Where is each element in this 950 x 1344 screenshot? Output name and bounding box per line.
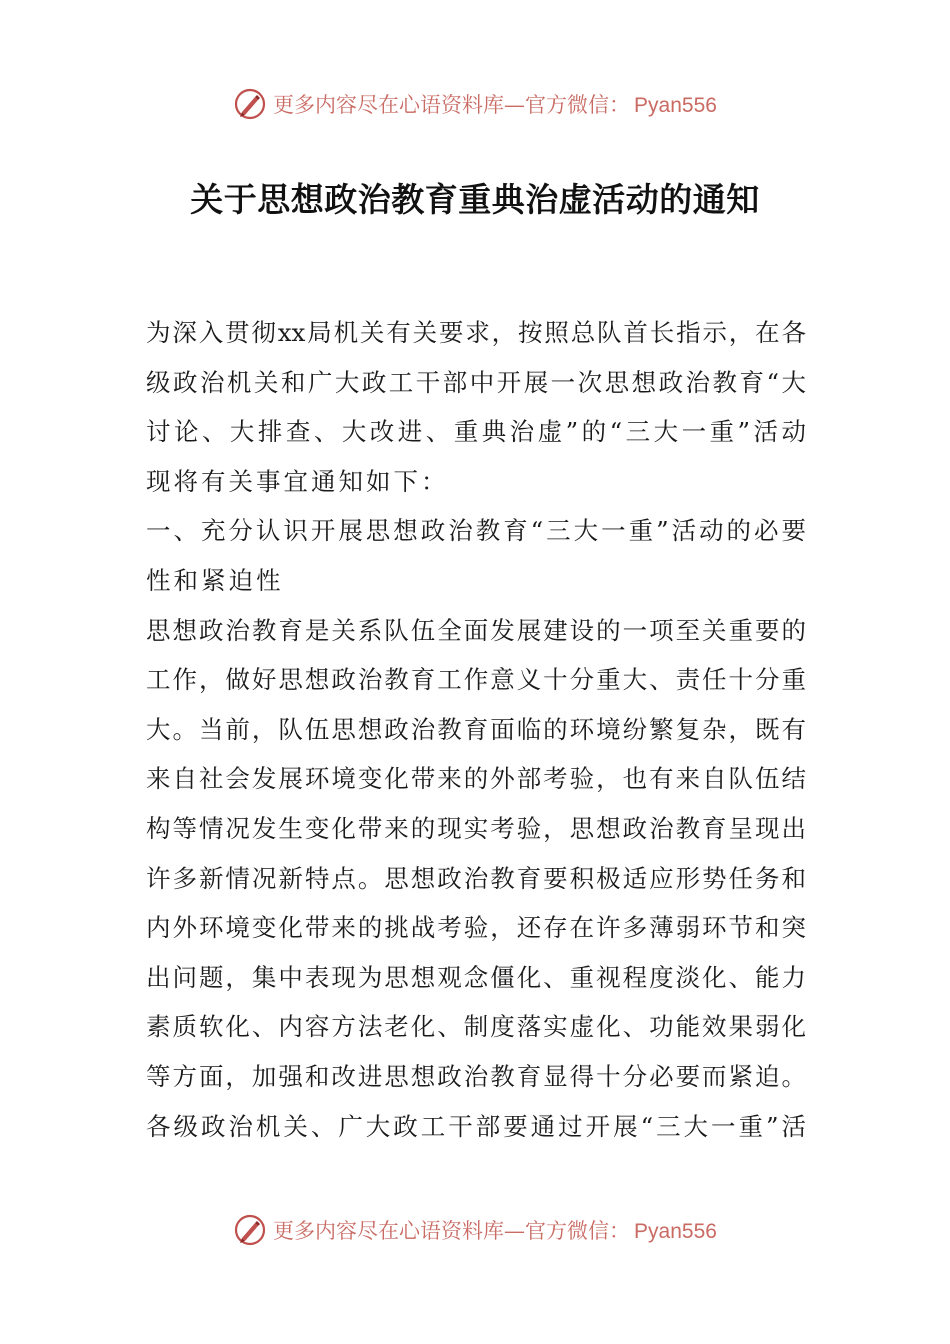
body-line: 出问题，集中表现为思想观念僵化、重视程度淡化、能力 <box>146 962 806 992</box>
body-line: 构等情况发生变化带来的现实考验，思想政治教育呈现出 <box>146 813 806 843</box>
body-line: 大。当前，队伍思想政治教育面临的环境纷繁复杂，既有 <box>146 714 806 744</box>
watermark-header <box>0 84 950 124</box>
watermark-text: 更多内容尽在心语资料库—官方微信： Pyan556 <box>273 1219 717 1243</box>
body-line: 讨论、大排查、大改进、重典治虚”的“三大一重”活动 <box>146 417 806 447</box>
body-line: 各级政治机关、广大政工干部要通过开展“三大一重”活 <box>146 1111 806 1141</box>
body-line: 内外环境变化带来的挑战考验，还存在许多薄弱环节和突 <box>146 913 806 943</box>
body-line: 素质软化、内容方法老化、制度落实虚化、功能效果弱化 <box>146 1012 806 1042</box>
watermark-text: 更多内容尽在心语资料库—官方微信： Pyan556 <box>273 93 717 117</box>
document-body <box>146 308 806 1151</box>
pen-logo-icon <box>233 87 267 121</box>
pen-logo-icon <box>233 1213 267 1247</box>
body-line: 来自社会发展环境变化带来的外部考验，也有来自队伍结 <box>146 764 806 794</box>
body-line: 许多新情况新特点。思想政治教育要积极适应形势任务和 <box>146 863 806 893</box>
body-line: 工作，做好思想政治教育工作意义十分重大、责任十分重 <box>146 665 806 695</box>
body-line: 为深入贯彻xx局机关有关要求，按照总队首长指示，在各 <box>146 318 806 347</box>
body-line: 现将有关事宜通知如下： <box>146 466 449 496</box>
body-line: 等方面，加强和改进思想政治教育显得十分必要而紧迫。 <box>146 1061 806 1091</box>
body-line: 思想政治教育是关系队伍全面发展建设的一项至关重要的 <box>146 615 806 645</box>
body-line: 级政治机关和广大政工干部中开展一次思想政治教育“大 <box>146 367 806 397</box>
section-heading-line: 性和紧迫性 <box>146 565 284 595</box>
section-heading-line: 一、充分认识开展思想政治教育“三大一重”活动的必要 <box>146 516 806 546</box>
document-title: 关于思想政治教育重典治虚活动的通知 <box>190 180 760 219</box>
watermark-footer <box>0 1210 950 1250</box>
